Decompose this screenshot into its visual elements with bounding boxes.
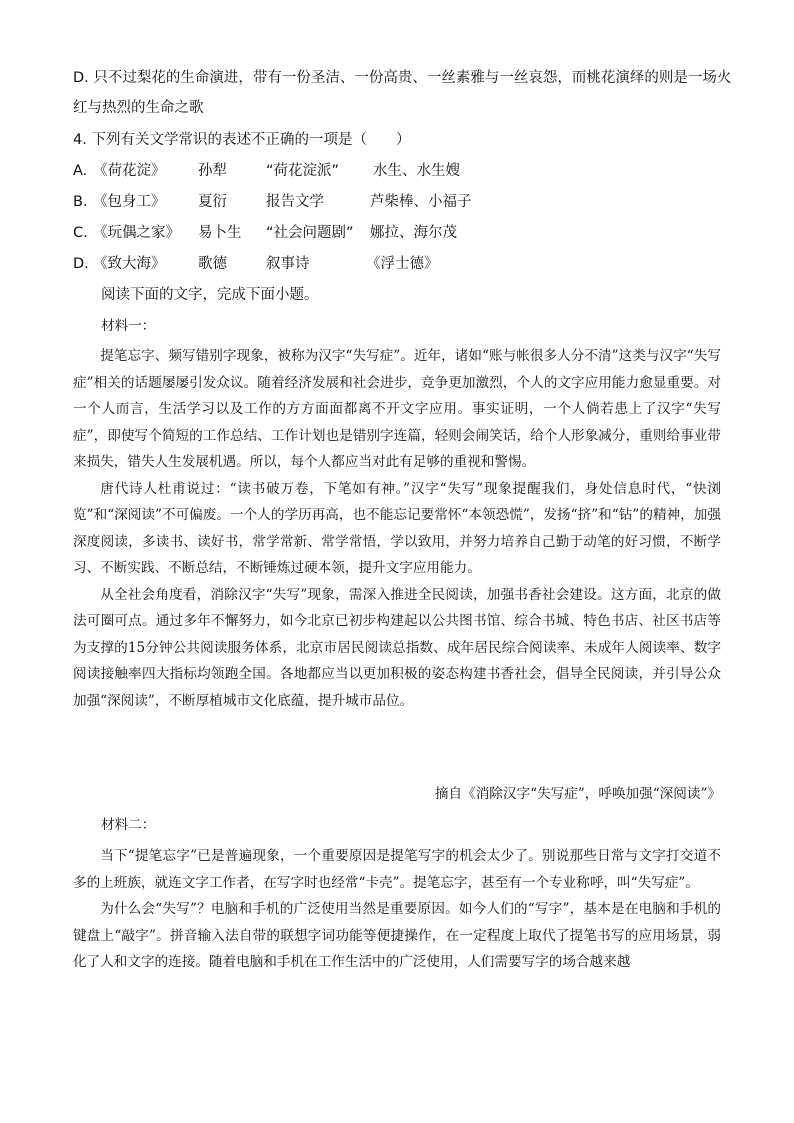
option-work: 《致大海》: [93, 256, 166, 272]
option-d-line-1: D. 只不过梨花的生命演进，带有一份圣洁、一份高贵、一丝素雅与一丝哀怨，而桃花演绎的则是一场火: [73, 70, 732, 86]
option-author: 易卜生: [198, 225, 242, 241]
option-genre: 叙事诗: [266, 256, 310, 272]
option-work: 《玩偶之家》: [93, 225, 180, 241]
option-letter: B.: [73, 194, 88, 210]
option-letter: A.: [73, 163, 88, 179]
option-work: 《荷花淀》: [93, 163, 166, 179]
option-letter: D.: [73, 256, 89, 272]
option-genre: “荷花淀派”: [266, 163, 340, 179]
material-2-body: [73, 843, 721, 976]
material-2-paragraph-2: 为什么会“失写”？电脑和手机的广泛使用当然是重要原因。如今人们的“写字”，基本是在电脑和手机的键盘上“敲字”。拼音输入法自带的联想字词功能等便捷操作，在一定程度上取代了提笔书写的应用场景，弱化了人和文字的连接。随着电脑和手机在工作生活中的广泛使用，人们需要写字的场合越来越: [73, 901, 721, 970]
material-1-body: [73, 343, 721, 714]
material-1-paragraph-2: 唐代诗人杜甫说过：“读书破万卷，下笔如有神。”汉字“失写”现象提醒我们，身处信息时代，“快浏览”和“深阅读”不可偏废。一个人的学历再高，也不能忘记要常怀“本领恐慌”，发扬“挤”和“钻”的精神，加强深度阅读，多读书、读好书，常学常新、常学常悟，学以致用，并努力培养自己勤于动笔的好习惯，不断学习、不断实践、不断总结，不断锤炼过硬本领，提升文字应用能力。: [73, 480, 721, 576]
option-author: 歌德: [198, 256, 227, 272]
option-author: 孙犁: [198, 163, 227, 179]
material-1-paragraph-3: 从全社会角度看，消除汉字“失写”现象，需深入推进全民阅读，加强书香社会建设。这方面，北京的做法可圈可点。通过多年不懈努力，如今北京已初步构建起以公共图书馆、综合书城、特色书店、社区书店等为支撑的15分钟公共阅读服务体系，北京市居民阅读总指数、成年居民综合阅读率、未成年人阅读率、数字阅读接触率四大指标均领跑全国。各地都应当以更加积极的姿态构建书香社会，倡导全民阅读，并引导公众加强“深阅读”，不断厚植城市文化底蕴，提升城市品位。: [73, 586, 721, 709]
option-genre: “社会问题剧”: [266, 225, 354, 241]
option-characters: 娜拉、海尔茂: [370, 225, 457, 241]
material-1-paragraph-1: 提笔忘字、频写错别字现象，被称为汉字“失写症”。近年，诸如“账与帐很多人分不清”这类与汉字“失写症”相关的话题屡屡引发众议。随着经济发展和社会进步，竞争更加激烈，个人的文字应用能力愈显重要。对一个人而言，生活学习以及工作的方方面面都离不开文字应用。事实证明，一个人倘若患上了汉字“失写症”，即使写个简短的工作总结、工作计划也是错别字连篇，轻则会闹笑话，给个人形象减分，重则给事业带来损失，错失人生发展机遇。所以，每个人都应当对此有足够的重视和警惕。: [73, 348, 721, 470]
option-author: 夏衍: [198, 194, 227, 210]
option-characters: 芦柴棒、小福子: [370, 194, 472, 210]
option-work: 《包身工》: [93, 194, 166, 210]
material-2-paragraph-1: 当下“提笔忘字”已是普遍现象，一个重要原因是提笔写字的机会太少了。别说那些日常与文字打交道不多的上班族，就连文字工作者，在写字时也经常“卡壳”。提笔忘字，甚至有一个专业称呼，叫“失写症”。: [73, 848, 721, 891]
material-2-label: 材料二：: [101, 817, 156, 833]
option-characters: 《浮士德》: [366, 256, 439, 272]
material-1-label: 材料一：: [101, 318, 156, 334]
option-genre: 报告文学: [266, 194, 324, 210]
question-4-stem: 4. 下列有关文学常识的表述不正确的一项是（ ）: [73, 132, 411, 148]
option-d-line-2: 红与热烈的生命之歌: [73, 100, 204, 116]
option-characters: 水生、水生嫂: [373, 163, 460, 179]
reading-intro: 阅读下面的文字，完成下面小题。: [101, 287, 319, 303]
option-letter: C.: [73, 225, 88, 241]
material-1-source: 摘自《消除汉字“失写症”，呼唤加强“深阅读”》: [434, 786, 721, 802]
